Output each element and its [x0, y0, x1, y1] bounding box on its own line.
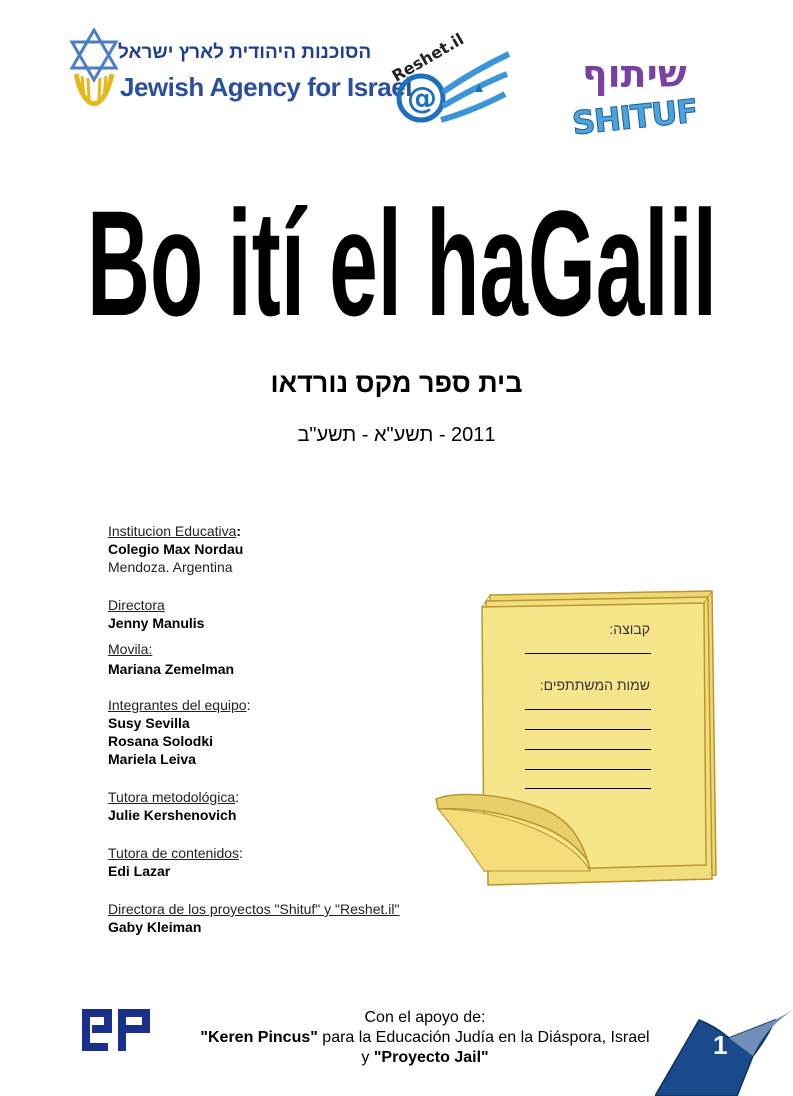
support-y: y — [361, 1049, 374, 1066]
shituf-logo — [568, 52, 700, 143]
team-member: Susy Sevilla — [108, 715, 190, 731]
institution-location: Mendoza. Argentina — [108, 559, 233, 575]
notepad — [430, 585, 720, 890]
jafi-english-name: Jewish Agency for Israel — [120, 72, 412, 102]
support-credits — [150, 1008, 700, 1068]
reshet-logo — [383, 29, 513, 132]
method-tutor-name: Julie Kershenovich — [108, 807, 237, 823]
school-years: 2011 - תשע"א - תשע"ב — [297, 424, 496, 446]
reshet-wordmark: Reshet.il — [388, 29, 468, 86]
movila-name: Mariana Zemelman — [108, 661, 235, 677]
participant-line — [525, 709, 651, 710]
participant-line — [525, 749, 651, 750]
participant-line — [525, 729, 651, 730]
team-member: Mariela Leiva — [108, 751, 196, 767]
jafi-hebrew-name: הסוכנות היהודית לארץ ישראל — [118, 42, 372, 63]
projects-director-name: Gaby Kleiman — [108, 919, 202, 935]
shituf-english-word: SHITUF — [570, 91, 700, 143]
document-title — [80, 180, 725, 340]
page-number-tab — [655, 1008, 793, 1096]
team-member: Rosana Solodki — [108, 733, 214, 749]
support-purpose: para la Educación Judía en la Diáspora, Israel — [317, 1029, 650, 1046]
group-line — [525, 653, 651, 654]
document-title-text: Bo ití el haGalil — [87, 180, 717, 340]
support-intro: Con el apoyo de: — [364, 1009, 486, 1026]
proyecto-jail: "Proyecto Jail" — [373, 1049, 489, 1066]
director-label: Directora — [108, 597, 165, 613]
institution-label: Institucion Educativa — [108, 523, 237, 539]
participants-label: שמות המשתתפים: — [539, 677, 650, 693]
svg-text:@: @ — [407, 81, 437, 116]
content-tutor-label: Tutora de contenidos — [108, 845, 240, 861]
project-info: Institucion Educativa: Colegio Max Nordau Mendoza. Argentina Directora Jenny Manulis Movila: Mariana Zemelman Integrantes del equipo: Susy Sevilla Rosana Solodki Mariela Leiva Tutora metodológica: Julie Kershenovich Tutora de contenidos: Edi Lazar Directora de los proyectos "Shituf" y "Reshet.il" Gaby Kleiman — [108, 522, 468, 936]
gp-logo-mark — [78, 1005, 154, 1055]
star-of-david-icon — [68, 28, 120, 106]
keren-pincus: "Keren Pincus" — [200, 1029, 318, 1046]
content-tutor-name: Edi Lazar — [108, 863, 171, 879]
method-tutor-label: Tutora metodológica — [108, 789, 236, 805]
movila-label: Movila: — [108, 641, 153, 657]
projects-director-label: Directora de los proyectos "Shituf" y "Reshet.il" — [108, 901, 400, 917]
school-name: בית ספר מקס נורדאו — [270, 368, 523, 398]
shituf-hebrew-word: שיתוף — [582, 52, 687, 96]
participant-line — [525, 769, 651, 770]
team-label: Integrantes del equipo — [108, 697, 247, 713]
gp-logo — [78, 1005, 154, 1055]
director-name: Jenny Manulis — [108, 615, 205, 631]
institution-name: Colegio Max Nordau — [108, 541, 244, 557]
page-number: 1 — [713, 1030, 728, 1060]
group-label: קבוצה: — [609, 621, 650, 637]
participant-line — [525, 788, 651, 789]
notepad-drawing — [430, 585, 720, 890]
jewish-agency-logo — [68, 28, 412, 106]
